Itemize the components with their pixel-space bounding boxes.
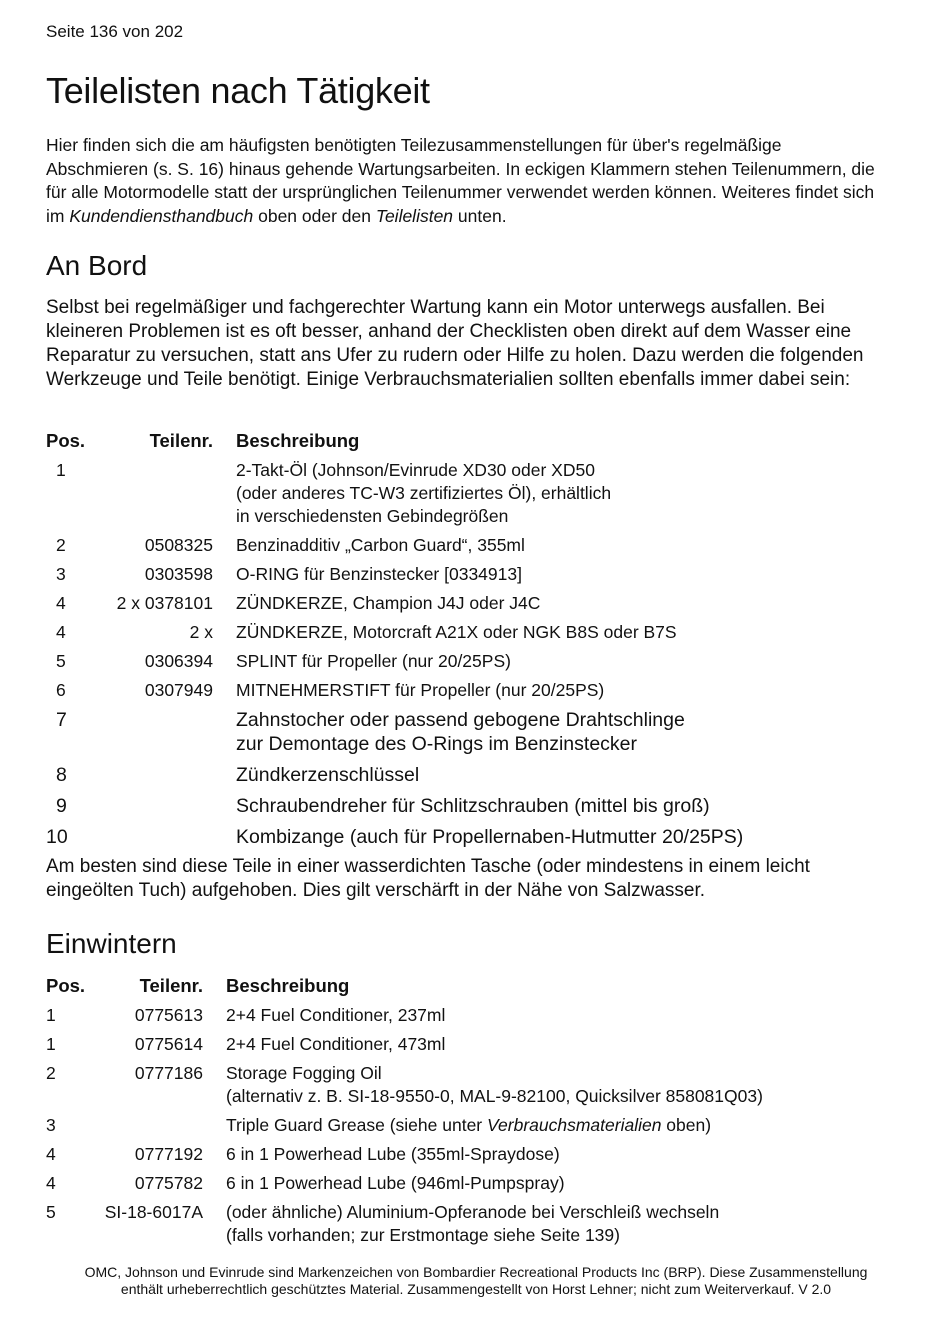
cell-description: [236, 825, 743, 856]
table-row: [46, 679, 743, 708]
table-row: [46, 534, 743, 563]
column-header-description: Beschreibung: [236, 430, 360, 451]
cell-description: [226, 1143, 763, 1172]
footer-line-2: enthält urheberrechtlich geschütztes Material. Zusammengestellt von Horst Lehner; nicht zum Weiterverkauf. V 2.0: [120, 1281, 832, 1297]
cell-partnumber: SI-18-6017A: [104, 1202, 203, 1222]
description-line: Schraubendreher für Schlitzschrauben (mittel bis groß): [236, 795, 710, 817]
description-line: 6 in 1 Powerhead Lube (355ml-Spraydose): [226, 1144, 560, 1164]
page-title: Teilelisten nach Tätigkeit: [46, 70, 430, 111]
cell-pos: 1: [46, 1034, 56, 1054]
cell-description: [236, 621, 743, 650]
table-row: [46, 621, 743, 650]
cell-description: [236, 650, 743, 679]
section-heading-onboard: An Bord: [46, 250, 148, 281]
cell-pos: 4: [46, 1144, 56, 1164]
cell-pos: 8: [56, 764, 67, 786]
description-line: (oder anderes TC-W3 zertifiziertes Öl), erhältlich: [236, 483, 612, 503]
cell-description: [236, 763, 743, 794]
cell-pos: 9: [56, 795, 67, 817]
footer: [46, 1264, 906, 1298]
table-row: [46, 1062, 763, 1114]
winter-parts-table: [46, 975, 763, 1253]
intro-paragraph: [46, 134, 876, 228]
cell-pos: 4: [56, 593, 66, 613]
description-text: oben): [661, 1115, 712, 1135]
table-row: [46, 1143, 763, 1172]
cell-partnumber: 2 x 0378101: [116, 593, 213, 613]
onboard-paragraph: Selbst bei regelmäßiger und fachgerechter Wartung kann ein Motor unterwegs ausfallen. Bei kleineren Problemen ist es oft besser, anhand der Checklisten oben direkt auf dem Wasser eine Reparatur zu versuchen, statt ans Ufer zu rudern oder Hilfe zu holen. Dazu werden die folgenden Werkzeuge und Teile benötigt. Einige Verbrauchsmaterialien sollten ebenfalls immer dabei sein:: [46, 297, 864, 390]
description-line: Benzinadditiv „Carbon Guard“, 355ml: [236, 535, 525, 555]
cell-partnumber: 0777192: [134, 1144, 203, 1164]
cell-description: [236, 459, 743, 534]
table-row: [46, 459, 743, 534]
description-line: 2-Takt-Öl (Johnson/Evinrude XD30 oder XD50: [236, 460, 595, 480]
cell-description: [226, 1033, 763, 1062]
table-row: [46, 1033, 763, 1062]
description-line: (falls vorhanden; zur Erstmontage siehe Seite 139): [226, 1225, 620, 1245]
description-emphasis: Verbrauchsmaterialien: [487, 1115, 662, 1135]
column-header-description: Beschreibung: [226, 975, 350, 996]
cell-partnumber: [98, 1114, 226, 1143]
cell-partnumber: 0775614: [134, 1034, 203, 1054]
table-row: [46, 563, 743, 592]
cell-partnumber: [108, 459, 236, 534]
cell-partnumber: 0775782: [134, 1173, 203, 1193]
description-text: Triple Guard Grease (siehe unter: [226, 1115, 487, 1135]
cell-partnumber: 0303598: [144, 564, 213, 584]
table-row: [46, 1201, 763, 1253]
cell-description: [236, 534, 743, 563]
cell-description: [226, 1201, 763, 1253]
description-line: 2+4 Fuel Conditioner, 473ml: [226, 1034, 446, 1054]
column-header-pos: Pos.: [46, 430, 86, 451]
cell-partnumber: 2 x: [189, 622, 213, 642]
cell-description: [236, 708, 743, 763]
cell-pos: 5: [56, 651, 66, 671]
cell-pos: 3: [56, 564, 66, 584]
intro-text-1: Hier finden sich die am häufigsten benötigten Teilezusammenstellungen für über's regelmäßige Abschmieren (s. S. 16) hinaus gehende Wartungsarbeiten. In eckigen Klammern stehen Teilenummern, die für alle Motormodelle statt der ursprünglichen Teilenummer verwendet werden können. Weiteres findet sich im: [46, 135, 875, 226]
onboard-note-paragraph: Am besten sind diese Teile in einer wasserdichten Tasche (oder mindestens in einem leicht eingeölten Tuch) aufgehoben. Dies gilt verschärft in der Nähe von Salzwasser.: [46, 856, 810, 901]
cell-pos: 1: [46, 1005, 56, 1025]
cell-partnumber: 0307949: [144, 680, 213, 700]
cell-pos: 7: [56, 709, 67, 731]
cell-partnumber: [108, 708, 236, 763]
page-number: Seite 136 von 202: [46, 22, 184, 41]
cell-partnumber: 0775613: [134, 1005, 203, 1025]
cell-pos: 2: [46, 1063, 56, 1083]
cell-partnumber: [108, 763, 236, 794]
description-line: 2+4 Fuel Conditioner, 237ml: [226, 1005, 446, 1025]
description-line: O-RING für Benzinstecker [0334913]: [236, 564, 522, 584]
cell-pos: 4: [46, 1173, 56, 1193]
cell-pos: 10: [46, 826, 68, 848]
footer-line-1: OMC, Johnson und Evinrude sind Markenzeichen von Bombardier Recreational Products Inc (BRP). Diese Zusammenstellung: [84, 1264, 868, 1280]
table-row: [46, 794, 743, 825]
cell-partnumber: 0508325: [144, 535, 213, 555]
cell-description: [226, 1062, 763, 1114]
cell-partnumber: [108, 794, 236, 825]
intro-emphasis-2: Teilelisten: [375, 205, 454, 226]
cell-partnumber: 0777186: [134, 1063, 203, 1083]
intro-emphasis-1: Kundendiensthandbuch: [69, 205, 254, 226]
intro-text-2: oben oder den: [253, 205, 376, 226]
cell-description: [236, 592, 743, 621]
description-line: Kombizange (auch für Propellernaben-Hutmutter 20/25PS): [236, 826, 744, 848]
cell-description: [226, 1172, 763, 1201]
table-row: [46, 1114, 763, 1143]
cell-description: [236, 563, 743, 592]
cell-pos: 1: [56, 460, 66, 480]
cell-pos: 3: [46, 1115, 56, 1135]
table-row: [46, 650, 743, 679]
table-row: [46, 708, 743, 763]
cell-description: [236, 679, 743, 708]
cell-description: [226, 1114, 763, 1143]
description-line: Zündkerzenschlüssel: [236, 764, 420, 786]
description-line: ZÜNDKERZE, Champion J4J oder J4C: [236, 593, 541, 613]
table-row: [46, 1172, 763, 1201]
cell-pos: 4: [56, 622, 66, 642]
cell-description: [226, 1004, 763, 1033]
table-row: [46, 825, 743, 856]
table-row: [46, 1004, 763, 1033]
column-header-pos: Pos.: [46, 975, 86, 996]
section-heading-winter: Einwintern: [46, 928, 177, 959]
description-line: (oder ähnliche) Aluminium-Opferanode bei Verschleiß wechseln: [226, 1202, 720, 1222]
description-line: SPLINT für Propeller (nur 20/25PS): [236, 651, 511, 671]
cell-pos: 6: [56, 680, 66, 700]
table-header-row: [46, 430, 743, 459]
description-line: (alternativ z. B. SI-18-9550-0, MAL-9-82100, Quicksilver 858081Q03): [226, 1086, 763, 1106]
cell-description: [236, 794, 743, 825]
description-line: zur Demontage des O-Rings im Benzinstecker: [236, 733, 637, 755]
table-row: [46, 592, 743, 621]
table-row: [46, 763, 743, 794]
description-line: Zahnstocher oder passend gebogene Drahtschlinge: [236, 709, 685, 731]
cell-partnumber: 0306394: [144, 651, 213, 671]
cell-pos: 5: [46, 1202, 56, 1222]
description-line: 6 in 1 Powerhead Lube (946ml-Pumpspray): [226, 1173, 565, 1193]
column-header-partnumber: Teilenr.: [149, 430, 213, 451]
table-header-row: [46, 975, 763, 1004]
cell-pos: 2: [56, 535, 66, 555]
description-line: in verschiedensten Gebindegrößen: [236, 506, 509, 526]
cell-partnumber: [108, 825, 236, 856]
column-header-partnumber: Teilenr.: [139, 975, 203, 996]
description-line: Storage Fogging Oil: [226, 1063, 382, 1083]
description-line: ZÜNDKERZE, Motorcraft A21X oder NGK B8S oder B7S: [236, 622, 677, 642]
description-line: MITNEHMERSTIFT für Propeller (nur 20/25PS): [236, 680, 605, 700]
intro-text-3: unten.: [453, 205, 507, 226]
onboard-parts-table: [46, 430, 743, 856]
